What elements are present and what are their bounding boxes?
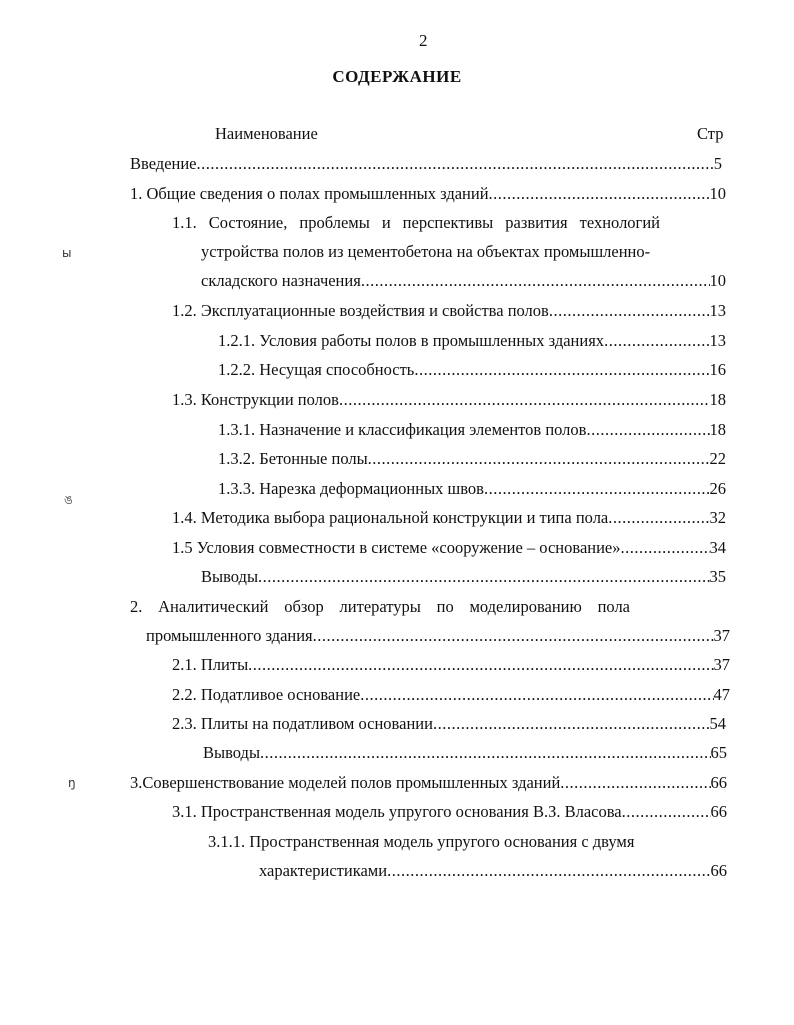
toc-entry-conclusions-2 [203,743,727,765]
toc-entry-1-5 [172,538,726,560]
leader-dots [433,714,710,734]
toc-entry-text: 1.2.2. Несущая способность [218,360,415,379]
toc-entry-page: 18 [709,390,726,409]
leader-dots [248,655,713,675]
toc-entry-2-3 [172,714,726,736]
toc-entry-page: 26 [709,479,726,498]
margin-scan-mark: ঙ [64,493,73,507]
toc-entry-page: 54 [709,714,726,733]
toc-entry-text: характеристиками [259,861,388,880]
toc-entry-page: 13 [709,301,726,320]
toc-entry-1-2-1 [218,331,726,353]
page-number: 2 [419,31,428,50]
toc-entry-3-1 [172,802,727,824]
toc-entry-page: 34 [709,538,726,557]
toc-entry-conclusions-1 [201,567,726,589]
leader-dots [560,773,710,793]
toc-entry-text: Введение [130,154,197,173]
toc-entry-text: складского назначения [201,271,361,290]
toc-entry-page: 22 [709,449,726,468]
toc-entry-2-2 [172,685,730,707]
toc-entry-1-1-line-1: 1.1. Состояние, проблемы и перспективы развития технологий [172,213,660,232]
leader-dots [258,567,709,587]
leader-dots [604,331,709,351]
toc-entry-3-1-1 [259,861,727,883]
leader-dots [260,743,710,763]
toc-entry-intro [130,154,722,176]
toc-entry-page: 65 [710,743,727,762]
toc-entry-page: 37 [713,626,730,645]
toc-entry-text: 2.1. Плиты [172,655,249,674]
leader-dots [586,420,709,440]
leader-dots [608,508,709,528]
toc-entry-chapter-3 [130,773,727,795]
toc-entry-page: 66 [710,861,727,880]
toc-entry-text: 1.3. Конструкции полов [172,390,339,409]
leader-dots [197,154,714,174]
margin-scan-mark: ы [62,246,72,260]
toc-entry-chapter-2 [146,626,730,648]
toc-entry-1-3-2 [218,449,726,471]
column-header-page: Стр [697,124,724,143]
leader-dots [360,685,713,705]
toc-entry-text: 3.Совершенствование моделей полов промышленных зданий [130,773,561,792]
toc-entry-page: 10 [709,184,726,203]
leader-dots [621,538,710,558]
toc-entry-text: 1.2. Эксплуатационные воздействия и свойства полов [172,301,549,320]
toc-entry-1-2-2 [218,360,726,382]
toc-entry-chapter-1 [130,184,726,206]
toc-entry-text: Выводы [203,743,261,762]
leader-dots [484,479,710,499]
leader-dots [339,390,710,410]
toc-entry-text: 1.3.2. Бетонные полы [218,449,368,468]
toc-entry-text: 2.2. Податливое основание [172,685,361,704]
toc-entry-1-4 [172,508,726,530]
toc-entry-text: 1.3.1. Назначение и классификация элементов полов [218,420,587,439]
toc-entry-text: 1.3.3. Нарезка деформационных швов [218,479,484,498]
leader-dots [368,449,710,469]
leader-dots [361,271,710,291]
toc-entry-page: 13 [709,331,726,350]
toc-entry-page: 37 [713,655,730,674]
toc-entry-page: 35 [709,567,726,586]
toc-entry-1-1-line-2: устройства полов из цементобетона на объектах промышленно- [201,242,651,261]
toc-entry-page: 10 [709,271,726,290]
toc-entry-2-1 [172,655,730,677]
toc-entry-text: 3.1. Пространственная модель упругого основания В.З. Власова [172,802,622,821]
toc-entry-page: 16 [709,360,726,379]
toc-entry-page: 47 [713,685,730,704]
leader-dots [622,802,711,822]
toc-entry-text: Выводы [201,567,259,586]
toc-entry-page: 66 [710,773,727,792]
toc-entry-text: 2.3. Плиты на податливом основании [172,714,433,733]
page-title: СОДЕРЖАНИЕ [332,67,462,86]
leader-dots [489,184,710,204]
toc-entry-1-2 [172,301,726,323]
toc-entry-text: 1. Общие сведения о полах промышленных зданий [130,184,489,203]
toc-entry-chapter-2-line-1: 2. Аналитический обзор литературы по моделированию пола [130,597,630,616]
toc-entry-1-3 [172,390,726,412]
toc-entry-text: 1.5 Условия совместности в системе «сооружение – основание» [172,538,621,557]
column-header-name: Наименование [215,124,318,143]
toc-entry-page: 18 [709,420,726,439]
toc-entry-page: 66 [710,802,727,821]
margin-scan-mark: ŋ [68,776,76,790]
toc-entry-1-3-1 [218,420,726,442]
leader-dots [387,861,710,881]
leader-dots [414,360,709,380]
toc-entry-3-1-1-line-1: 3.1.1. Пространственная модель упругого основания с двумя [208,832,635,851]
toc-entry-page: 5 [713,154,722,173]
toc-entry-1-3-3 [218,479,726,501]
toc-entry-text: 1.2.1. Условия работы полов в промышленных зданиях [218,331,605,350]
leader-dots [313,626,714,646]
toc-entry-text: промышленного здания [146,626,313,645]
leader-dots [549,301,710,321]
toc-entry-1-1 [201,271,726,293]
toc-entry-page: 32 [709,508,726,527]
toc-entry-text: 1.4. Методика выбора рациональной конструкции и типа пола [172,508,609,527]
